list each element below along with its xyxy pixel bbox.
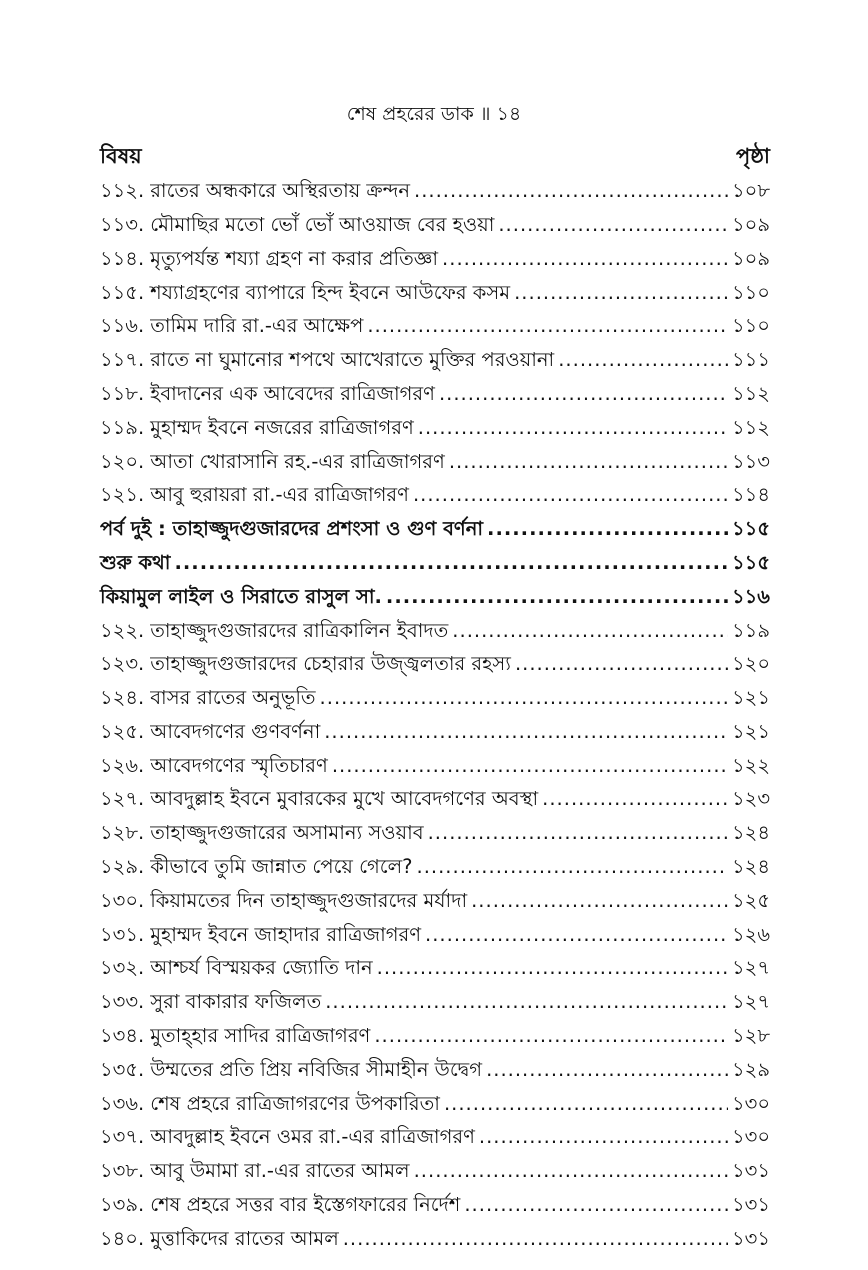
- toc-entry-title: তাহাজ্জুদগুজারদের রাত্রিকালিন ইবাদত: [150, 618, 449, 642]
- dot-leader: [367, 316, 728, 336]
- toc-entry: [100, 1154, 770, 1188]
- toc-page-number: ১১৬: [732, 584, 770, 608]
- toc-page-number: ১২৪: [732, 855, 770, 879]
- toc-entry: [100, 1188, 770, 1222]
- toc-entry-number: ১২৬.: [100, 753, 145, 777]
- toc-entry-title: শেষ প্রহরে সত্তর বার ইস্তেগফারের নির্দেশ: [150, 1193, 461, 1217]
- toc-entry: [100, 985, 770, 1019]
- toc-entry-number: ১৪০.: [100, 1226, 145, 1250]
- toc-entry-number: ১৩৮.: [100, 1159, 145, 1183]
- toc-entry-title: কিয়ামুল লাইল ও সিরাতে রাসুল সা.: [100, 584, 382, 608]
- toc-entry: [100, 782, 770, 816]
- toc-entry-number: ১১৮.: [100, 381, 145, 405]
- toc-entry-title: রাতে না ঘুমানোর শপথে আখেরাতে মুক্তির পরওয়ানা: [150, 348, 555, 372]
- toc-entry: [100, 951, 770, 985]
- table-of-contents: [100, 174, 770, 1256]
- toc-entry: [100, 1120, 770, 1154]
- toc-page-number: ১১২: [732, 381, 770, 405]
- dot-leader: [486, 1060, 728, 1080]
- dot-leader: [332, 756, 728, 776]
- toc-entry: [100, 816, 770, 850]
- toc-entry-title: মুহাম্মদ ইবনে জাহাদার রাত্রিজাগরণ: [150, 922, 422, 946]
- toc-entry-number: ১৩৩.: [100, 990, 145, 1014]
- toc-entry-number: ১১২.: [100, 179, 145, 203]
- toc-page-number: ১২১: [732, 719, 770, 743]
- toc-entry-title: আবদুল্লাহ ইবনে মুবারকের মুখে আবেদগণের অবস্থা: [150, 787, 539, 811]
- toc-entry-number: ১৩৭.: [100, 1125, 145, 1149]
- toc-entry: [100, 613, 770, 647]
- toc-page-number: ১০৯: [732, 246, 770, 270]
- toc-page-number: ১২৯: [732, 1057, 770, 1081]
- toc-entry-number: ১৩২.: [100, 956, 145, 980]
- toc-entry-title: আতা খোরাসানি রহ.-এর রাত্রিজাগরণ: [150, 449, 445, 473]
- toc-page-number: ১০৮: [732, 179, 770, 203]
- toc-entry-number: ১২৮.: [100, 821, 145, 845]
- dot-leader: [442, 249, 728, 269]
- toc-entry-number: ১৩০.: [100, 888, 145, 912]
- toc-entry: [100, 377, 770, 411]
- toc-page-number: ১২১: [732, 686, 770, 710]
- dot-leader: [320, 688, 728, 708]
- toc-entry: [100, 1053, 770, 1087]
- toc-entry-title: মুত্তাকিদের রাতের আমল: [150, 1226, 339, 1250]
- toc-entry-title: রাতের অন্ধকারে অস্থিরতায় ক্রন্দন: [150, 179, 411, 203]
- toc-entry-title: তামিম দারি রা.-এর আক্ষেপ: [150, 314, 364, 338]
- toc-entry-title: আবু উমামা রা.-এর রাতের আমল: [150, 1159, 410, 1183]
- toc-entry-number: ১২৯.: [100, 855, 145, 879]
- toc-page-number: ১১২: [732, 415, 770, 439]
- toc-entry-number: ১৩৬.: [100, 1091, 145, 1115]
- toc-section-heading: [100, 580, 770, 614]
- dot-leader: [449, 452, 728, 472]
- toc-entry: [100, 174, 770, 208]
- toc-entry-title: আবেদগণের স্মৃতিচারণ: [150, 753, 328, 777]
- toc-page-number: ১২৬: [731, 922, 770, 946]
- toc-entry: [100, 715, 770, 749]
- toc-entry-number: ১১৭.: [100, 348, 145, 372]
- toc-entry-number: ১২৪.: [100, 686, 145, 710]
- toc-entry-number: ১২৩.: [100, 652, 145, 676]
- toc-entry: [100, 478, 770, 512]
- toc-entry: [100, 749, 770, 783]
- dot-leader: [542, 789, 728, 809]
- toc-page-number: ১২০: [731, 652, 770, 676]
- toc-entry-number: ১২০.: [100, 449, 145, 473]
- toc-entry: [100, 884, 770, 918]
- dot-leader: [514, 283, 728, 303]
- dot-leader: [377, 958, 728, 978]
- toc-page-number: ১২৮: [732, 1024, 770, 1048]
- dot-leader: [452, 621, 728, 641]
- toc-entry-title: কিয়ামতের দিন তাহাজ্জুদগুজারদের মর্যাদা: [150, 888, 468, 912]
- toc-entry: [100, 444, 770, 478]
- toc-page-number: ১১১: [732, 348, 770, 372]
- toc-page-number: ১১৫: [732, 550, 770, 574]
- toc-page-number: ১৩০: [731, 1125, 770, 1149]
- toc-page-number: ১১৫: [732, 517, 770, 541]
- toc-page-number: ১৩১: [732, 1193, 770, 1217]
- dot-leader: [374, 1026, 728, 1046]
- toc-entry: [100, 275, 770, 309]
- dot-leader: [414, 181, 728, 201]
- toc-column-headings: [100, 140, 770, 174]
- toc-page-number: ১২৪: [732, 821, 770, 845]
- toc-entry-number: ১১৫.: [100, 280, 145, 304]
- dot-leader: [325, 992, 728, 1012]
- toc-section-heading: [100, 546, 770, 580]
- toc-entry-title: শেষ প্রহরে রাত্রিজাগরণের উপকারিতা: [150, 1091, 440, 1115]
- toc-entry-title: শুরু কথা: [100, 550, 171, 574]
- toc-page-number: ১১৪: [732, 483, 770, 507]
- dot-leader: [418, 418, 728, 438]
- toc-entry: [100, 850, 770, 884]
- dot-leader: [417, 857, 728, 877]
- toc-entry: [100, 343, 770, 377]
- dot-leader: [414, 1161, 728, 1181]
- dot-leader: [324, 722, 728, 742]
- dot-leader: [479, 1127, 728, 1147]
- toc-page-number: ১২৭: [731, 956, 770, 980]
- toc-page-number: ১৩১: [732, 1159, 770, 1183]
- toc-entry-number: ১২১.: [100, 483, 145, 507]
- toc-entry-title: মুহাম্মদ ইবনে নজরের রাত্রিজাগরণ: [150, 415, 414, 439]
- toc-entry: [100, 208, 770, 242]
- toc-entry-title: সুরা বাকারার ফজিলত: [150, 990, 322, 1014]
- toc-entry-number: ১৩১.: [100, 922, 145, 946]
- subject-column-heading: বিষয়: [100, 144, 142, 168]
- toc-entry-number: ১২২.: [100, 618, 145, 642]
- toc-entry-number: ১২৫.: [100, 719, 145, 743]
- dot-leader: [425, 925, 728, 945]
- dot-leader: [471, 891, 728, 911]
- toc-page-number: ১২৫: [732, 888, 770, 912]
- running-header: শেষ প্রহরের ডাক ॥ ১৪: [346, 103, 522, 125]
- toc-entry: [100, 918, 770, 952]
- toc-entry-title: ইবাদানের এক আবেদের রাত্রিজাগরণ: [150, 381, 435, 405]
- toc-entry-number: ১২৭.: [100, 787, 145, 811]
- dot-leader: [558, 350, 728, 370]
- dot-leader: [444, 1094, 728, 1114]
- toc-page-number: ১১৩: [732, 449, 770, 473]
- toc-page-number: ১২৩: [731, 787, 770, 811]
- toc-page-number: ১২২: [731, 753, 770, 777]
- toc-entry: [100, 309, 770, 343]
- toc-entry: [100, 242, 770, 276]
- page-column-heading: পৃষ্ঠা: [735, 144, 770, 168]
- toc-entry-title: তাহাজ্জুদগুজারদের চেহারার উজ্জ্বলতার রহস্য: [150, 652, 511, 676]
- toc-entry-number: ১৩৪.: [100, 1024, 145, 1048]
- toc-entry-title: মৃত্যুপর্যন্ত শয্যা গ্রহণ না করার প্রতিজ্ঞা: [150, 246, 439, 270]
- toc-page-number: ১৩০: [731, 1091, 770, 1115]
- toc-entry: [100, 1087, 770, 1121]
- toc-entry-number: ১১৩.: [100, 212, 145, 236]
- toc-entry-title: উম্মতের প্রতি প্রিয় নবিজির সীমাহীন উদ্বেগ: [150, 1057, 483, 1081]
- toc-entry-title: কীভাবে তুমি জান্নাত পেয়ে গেলে?: [150, 855, 413, 879]
- toc-entry-title: আবেদগণের গুণবর্ণনা: [150, 719, 321, 743]
- toc-entry-title: বাসর রাতের অনুভূতি: [150, 686, 316, 710]
- toc-page-number: ১২৭: [731, 990, 770, 1014]
- dot-leader: [413, 485, 728, 505]
- toc-entry-number: ১১৯.: [100, 415, 145, 439]
- toc-page-number: ১১০: [732, 314, 770, 338]
- dot-leader: [439, 384, 728, 404]
- dot-leader: [386, 587, 728, 607]
- toc-entry-title: পর্ব দুই : তাহাজ্জুদগুজারদের প্রশংসা ও গুণ বর্ণনা: [100, 517, 484, 541]
- toc-page-number: ১১৯: [732, 618, 770, 642]
- toc-entry-title: আবু হুরায়রা রা.-এর রাত্রিজাগরণ: [150, 483, 409, 507]
- dot-leader: [343, 1229, 728, 1249]
- toc-entry-title: মৌমাছির মতো ভোঁ ভোঁ আওয়াজ বের হওয়া: [150, 212, 495, 236]
- toc-entry: [100, 411, 770, 445]
- dot-leader: [487, 519, 728, 539]
- dot-leader: [498, 215, 728, 235]
- toc-entry-title: আশ্চর্য বিস্ময়কর জ্যোতি দান: [150, 956, 373, 980]
- toc-entry-number: ১৩৫.: [100, 1057, 145, 1081]
- dot-leader: [464, 1195, 728, 1215]
- toc-entry: [100, 681, 770, 715]
- toc-page-number: ১৩১: [732, 1226, 770, 1250]
- toc-page-number: ১০৯: [732, 212, 770, 236]
- toc-entry-title: মুতাহ্হার সাদির রাত্রিজাগরণ: [150, 1024, 371, 1048]
- toc-entry: [100, 1019, 770, 1053]
- dot-leader: [515, 654, 728, 674]
- toc-entry: [100, 1222, 770, 1256]
- toc-entry-title: শয্যাগ্রহণের ব্যাপারে হিন্দ ইবনে আউফের কসম: [150, 280, 511, 304]
- toc-entry-title: আবদুল্লাহ ইবনে ওমর রা.-এর রাত্রিজাগরণ: [150, 1125, 475, 1149]
- toc-entry-title: তাহাজ্জুদগুজারের অসামান্য সওয়াব: [150, 821, 424, 845]
- toc-page-number: ১১০: [732, 280, 770, 304]
- toc-entry: [100, 647, 770, 681]
- dot-leader: [174, 553, 728, 573]
- toc-entry-number: ১১৬.: [100, 314, 145, 338]
- toc-section-heading: [100, 512, 770, 546]
- toc-entry-number: ১১৪.: [100, 246, 145, 270]
- toc-entry-number: ১৩৯.: [100, 1193, 145, 1217]
- dot-leader: [428, 823, 728, 843]
